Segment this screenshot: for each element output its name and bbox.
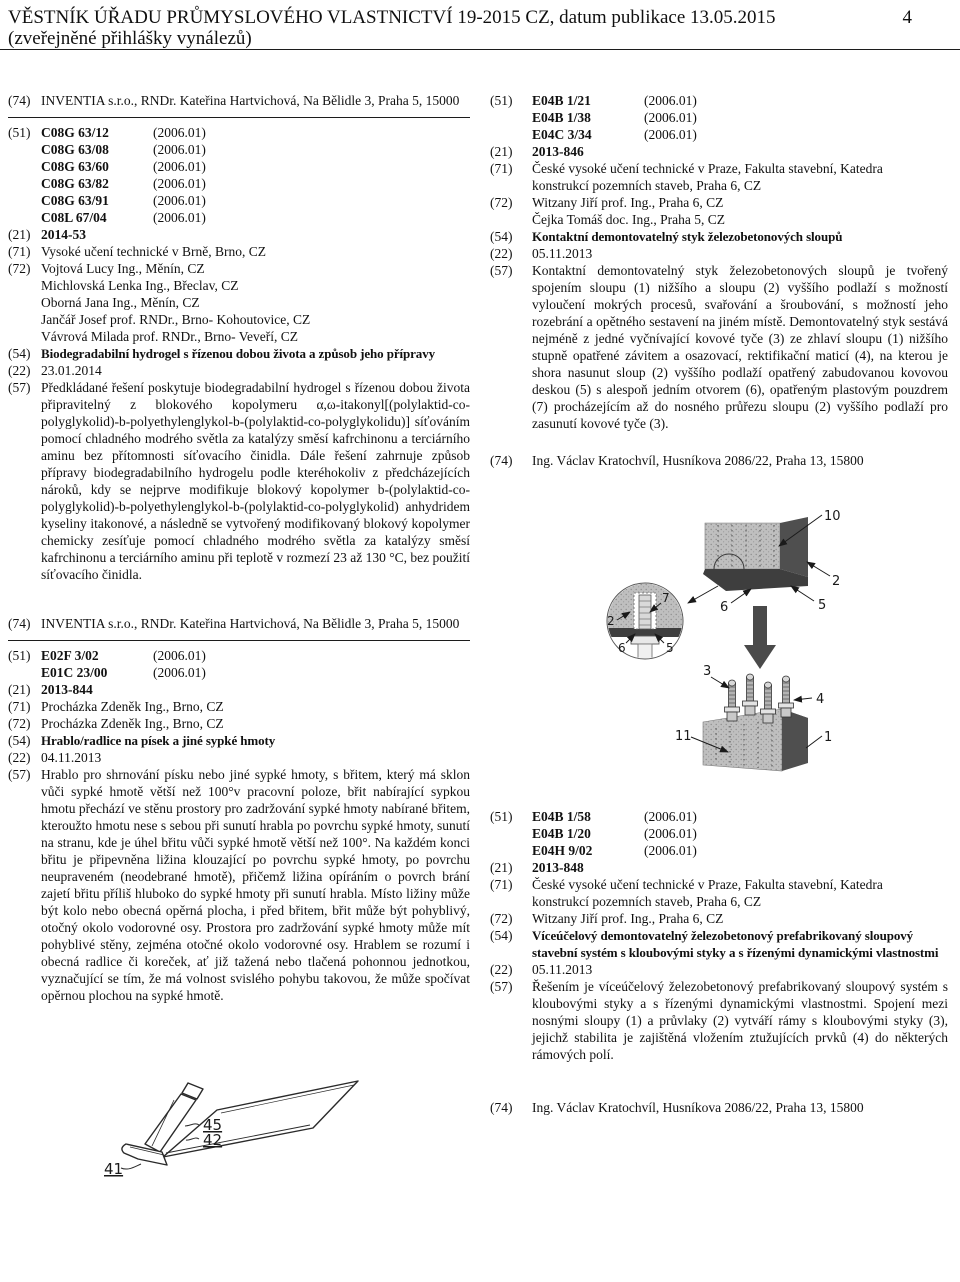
ipc-class: E01C 23/00 bbox=[41, 665, 108, 680]
ipc-version: (2006.01) bbox=[644, 110, 697, 125]
representative-text: INVENTIA s.r.o., RNDr. Kateřina Hartvichová, Na Bělidle 3, Praha 5, 15000 bbox=[41, 616, 460, 631]
inid-code: (54) bbox=[8, 733, 31, 748]
filing-date: 05.11.2013 bbox=[532, 246, 593, 261]
inid-code: (54) bbox=[490, 928, 513, 943]
inid-code: (54) bbox=[8, 346, 31, 361]
ref-numeral-42: 42 bbox=[203, 1131, 223, 1149]
ipc-version: (2006.01) bbox=[644, 809, 697, 824]
applicant-row bbox=[8, 243, 470, 260]
inid-code: (71) bbox=[490, 161, 513, 176]
inid-code: (72) bbox=[8, 261, 31, 276]
inid-code: (22) bbox=[8, 750, 31, 765]
ref-numeral-1: 1 bbox=[824, 730, 833, 745]
applicant-row bbox=[490, 876, 948, 910]
column-left bbox=[8, 92, 470, 1180]
page-number: 4 bbox=[902, 7, 912, 28]
inventor-row bbox=[8, 260, 470, 277]
inventor: Vojtová Lucy Ing., Měnín, CZ bbox=[41, 261, 205, 276]
abstract-row bbox=[8, 766, 470, 1004]
filing-date: 23.01.2014 bbox=[41, 363, 102, 378]
ipc-row bbox=[490, 109, 948, 126]
inid-code: (72) bbox=[490, 911, 513, 926]
title-row bbox=[8, 732, 470, 749]
inid-code: (51) bbox=[490, 809, 513, 824]
leader-6 bbox=[731, 589, 751, 603]
inid-code: (72) bbox=[490, 195, 513, 210]
application-number-row bbox=[8, 681, 470, 698]
ipc-version: (2006.01) bbox=[644, 843, 697, 858]
inventor: Michlovská Lenka Ing., Břeclav, CZ bbox=[41, 278, 239, 293]
filing-date: 04.11.2013 bbox=[41, 750, 102, 765]
leader-4 bbox=[794, 698, 812, 700]
ipc-row bbox=[490, 126, 948, 143]
ipc-row bbox=[8, 209, 470, 226]
inid-code: (72) bbox=[8, 716, 31, 731]
anchor-bolt bbox=[779, 676, 794, 717]
applicant-row bbox=[490, 160, 948, 194]
inid-code: (22) bbox=[490, 246, 513, 261]
ref-numeral-3: 3 bbox=[703, 664, 712, 679]
entry-2013-848 bbox=[490, 808, 948, 1116]
ipc-class: C08G 63/91 bbox=[41, 193, 109, 208]
inventor-row bbox=[8, 715, 470, 732]
filing-date-row bbox=[490, 245, 948, 262]
representative-text: INVENTIA s.r.o., RNDr. Kateřina Hartvichová, Na Bělidle 3, Praha 5, 15000 bbox=[41, 93, 460, 108]
ipc-class: E04B 1/21 bbox=[532, 93, 591, 108]
ref-numeral-6-detail: 6 bbox=[618, 641, 626, 655]
ipc-version: (2006.01) bbox=[153, 193, 206, 208]
ipc-class: C08G 63/60 bbox=[41, 159, 109, 174]
abstract-row bbox=[8, 379, 470, 583]
inid-code: (21) bbox=[8, 227, 31, 242]
ipc-version: (2006.01) bbox=[153, 125, 206, 140]
inid-code: (74) bbox=[8, 93, 31, 108]
title-row bbox=[490, 927, 948, 961]
filing-date-row bbox=[8, 362, 470, 379]
ref-numeral-11: 11 bbox=[675, 729, 692, 744]
ipc-version: (2006.01) bbox=[644, 93, 697, 108]
lower-column-side bbox=[782, 709, 808, 771]
ipc-row bbox=[8, 175, 470, 192]
detail-circle bbox=[606, 583, 684, 676]
inid-code: (71) bbox=[490, 877, 513, 892]
inventor: Jančář Josef prof. RNDr., Brno- Kohoutovice, CZ bbox=[41, 312, 311, 327]
ipc-class: E04B 1/58 bbox=[532, 809, 591, 824]
ipc-row bbox=[8, 141, 470, 158]
inid-code: (21) bbox=[490, 144, 513, 159]
abstract-text: Řešením je víceúčelový železobetonový prefabrikovaný sloupový systém s kloubovými styky a s řízenými dynamickými vlastnostmi. Spojení mezi nosnými sloupy (1) a průvlaky (2) vytváří rámy s kloubovými styky (3), jejichž stabilita je zajištěná vložením ztužujících prvků (4) do některých rámových polí. bbox=[532, 979, 948, 1062]
abstract-text: Hrablo pro shrnování písku nebo jiné sypké hmoty, s břitem, který má sklon vůči sypké hmotě větší než 100°v pracovní poloze, břit nabírající sypkou hmotu přechází ve stěnu prostory pro zadržování sypké hmoty nabírané břitem, kteroužto hmotu nese s sebou při sunutí hrabla po povrchu sypké hmoty, sunutí na stranu, kde je úhel břitu vůči sypké hmotě větší než 100°. Na každém konci břitu je připevněna ližina klouzající po povrchu sypké hmoty, po povrchu neupraveném (neodebrané hmotě), přičemž ližina opíráním o povrch brání zajetí břitu příliš hluboko do sypké hmoty při sunutí hrabla. Místo ližiny může být kolo nebo obecná opěrná plocha, i před břitem, břit může být pohyblivý, otočný okolo vodorovné osy. Prostora pro zadržování sypké hmoty může mít pohyblivé stěny, zejména otočné okolo vodorovné osy. Hrablem se rozumí i obecná radlice či koreček, ať již tažená nebo tlačená pohonnou jednotkou, vyznačující se tím, že má volnost svislého pohybu takovou, že může spočívat opěrnou plochou na sypké hmotě. bbox=[41, 767, 470, 1003]
inid-code: (71) bbox=[8, 244, 31, 259]
ref-numeral-4: 4 bbox=[816, 692, 825, 707]
inventor-row bbox=[490, 194, 948, 211]
upper-column bbox=[703, 517, 808, 591]
entry-2014-53 bbox=[8, 124, 470, 583]
inid-code: (51) bbox=[490, 93, 513, 108]
inid-code: (54) bbox=[490, 229, 513, 244]
assembly-arrow bbox=[744, 606, 776, 669]
title-row bbox=[490, 228, 948, 245]
leader-5 bbox=[791, 586, 814, 601]
applicant: Procházka Zdeněk Ing., Brno, CZ bbox=[41, 699, 224, 714]
ipc-row bbox=[8, 124, 470, 141]
leader-3 bbox=[711, 677, 729, 688]
agent-row bbox=[490, 1099, 948, 1116]
inventor: Čejka Tomáš doc. Ing., Praha 5, CZ bbox=[532, 212, 726, 227]
inid-code: (21) bbox=[8, 682, 31, 697]
ipc-row bbox=[8, 158, 470, 175]
entry-separator bbox=[8, 117, 470, 118]
inventor: Witzany Jiří prof. Ing., Praha 6, CZ bbox=[532, 911, 724, 926]
application-number: 2013-846 bbox=[532, 144, 584, 159]
ref-numeral-10: 10 bbox=[824, 509, 841, 524]
inid-code: (57) bbox=[8, 380, 31, 395]
inid-code: (22) bbox=[8, 363, 31, 378]
application-number-row bbox=[490, 143, 948, 160]
figure-column-joint bbox=[560, 473, 948, 783]
abstract-text: Kontaktní demontovatelný styk železobetonových sloupů je tvořený spojením sloupu (1) nižšího a sloupu (2) vyššího podlaží s možností vyloučení mokrých procesů, svařování a šroubování, s možností jeho rozebrání a opětného sestavení na jiném místě. Demontovatelný styk sestává nejméně z jedné vyčnívající kovové tyče (3) ze zhlaví sloupu (1) nižšího stupně opatřené závitem a osazovací, rektifikační maticí (4), na kterou je shora nasunut sloup (2) vyššího podlaží opatřený zabudovanou kovovou deskou (5) s alespoň jedním otvorem (6), opatřeným plastovým pouzdrem (7) procházejícím až do nosného průřezu sloupu (2) vyššího podlaží pro zasunutí kovové tyče (3). bbox=[532, 263, 948, 431]
application-number: 2014-53 bbox=[41, 227, 86, 242]
header-rule bbox=[0, 49, 960, 50]
inid-code: (57) bbox=[490, 263, 513, 278]
leader-45 bbox=[185, 1124, 199, 1126]
inid-code: (57) bbox=[490, 979, 513, 994]
ref-numeral-6: 6 bbox=[720, 600, 729, 615]
agent-row bbox=[490, 452, 948, 469]
application-number: 2013-848 bbox=[532, 860, 584, 875]
ipc-version: (2006.01) bbox=[644, 127, 697, 142]
inventor-row bbox=[8, 294, 470, 311]
inventor-row bbox=[490, 211, 948, 228]
ref-numeral-5: 5 bbox=[818, 598, 827, 613]
ipc-row bbox=[8, 664, 470, 681]
ipc-class: E04B 1/38 bbox=[532, 110, 591, 125]
ipc-class: E04B 1/20 bbox=[532, 826, 591, 841]
inventor-row bbox=[8, 328, 470, 345]
filing-date-row bbox=[8, 749, 470, 766]
ipc-version: (2006.01) bbox=[153, 176, 206, 191]
inid-code: (22) bbox=[490, 962, 513, 977]
invention-title: Kontaktní demontovatelný styk železobetonových sloupů bbox=[532, 229, 843, 244]
ipc-row bbox=[490, 808, 948, 825]
ref-numeral-45: 45 bbox=[203, 1116, 223, 1134]
inventor-row bbox=[8, 311, 470, 328]
inventor: Witzany Jiří prof. Ing., Praha 6, CZ bbox=[532, 195, 724, 210]
invention-title: Hrablo/radlice na písek a jiné sypké hmoty bbox=[41, 733, 276, 748]
anchor-bolt bbox=[761, 682, 776, 723]
leader-41 bbox=[121, 1164, 141, 1169]
ipc-row bbox=[490, 92, 948, 109]
detail-pointer bbox=[688, 586, 718, 603]
figure-scraper-blade bbox=[40, 1028, 470, 1180]
inventor-row bbox=[490, 910, 948, 927]
lower-column bbox=[703, 674, 808, 771]
application-number-row bbox=[8, 226, 470, 243]
abstract-row bbox=[490, 978, 948, 1063]
header-title: VĚSTNÍK ÚŘADU PRŮMYSLOVÉHO VLASTNICTVÍ 19-2015 CZ, datum publikace 13.05.2015 bbox=[8, 7, 776, 28]
inid-code: (21) bbox=[490, 860, 513, 875]
inventor: Oborná Jana Ing., Měnín, CZ bbox=[41, 295, 200, 310]
abstract-text: Předkládané řešení poskytuje biodegradabilní hydrogel s řízenou dobou života připravitelný z blokového kopolymeru α,ω-itakonyl[(polylaktid-co-polyglykolid)-b-polyethylenglykol-b-(polylaktid-co-polyglykolidu)] síťováním pomocí chladného modrého světla za katalýzy směsí kafrchinonu a terciárního aminu bez přítomnosti síťovacího činidla. Dále řešení zahrnuje způsob přípravy biodegradabilního hydrogelu podle kteréhokoliv z předcházejících nároků, kdy se nejprve modifikuje blokový kopolymer b-(polylaktid-co-polyglykolid)-b-polyethylenglykol-b-(polylaktid-co-polyglykolid) anhydridem kyseliny itakonové, a následně se vytvořený modifikovaný blokový kopolymer chemicky zesíťuje pomocí chladného modrého světla za katalýzy směsí kafrchinonu a terciárního aminu při teplotě v rozmezí 23 až 130 °C, bez použití síťovacího činidla. bbox=[41, 380, 471, 582]
page-header bbox=[8, 7, 952, 49]
inventor: Vávrová Milada prof. RNDr., Brno- Veveří, CZ bbox=[41, 329, 298, 344]
ipc-class: E04H 9/02 bbox=[532, 843, 593, 858]
inventor: Procházka Zdeněk Ing., Brno, CZ bbox=[41, 716, 224, 731]
representative-row bbox=[8, 615, 470, 632]
applicant: Vysoké učení technické v Brně, Brno, CZ bbox=[41, 244, 266, 259]
inid-code: (74) bbox=[490, 1100, 513, 1115]
ref-numeral-7: 7 bbox=[662, 591, 670, 605]
ref-numeral-2-detail: 2 bbox=[607, 614, 615, 628]
inid-code: (51) bbox=[8, 125, 31, 140]
inid-code: (74) bbox=[490, 453, 513, 468]
entry-separator bbox=[8, 640, 470, 641]
ipc-class: C08L 67/04 bbox=[41, 210, 107, 225]
ref-numeral-2: 2 bbox=[832, 574, 841, 589]
inventor-row bbox=[8, 277, 470, 294]
ipc-version: (2006.01) bbox=[153, 648, 206, 663]
ipc-row bbox=[8, 647, 470, 664]
ref-numeral-5-detail: 5 bbox=[666, 641, 674, 655]
ipc-class: E02F 3/02 bbox=[41, 648, 99, 663]
application-number: 2013-844 bbox=[41, 682, 93, 697]
inid-code: (57) bbox=[8, 767, 31, 782]
inid-code: (74) bbox=[8, 616, 31, 631]
ipc-row bbox=[490, 825, 948, 842]
title-row bbox=[8, 345, 470, 362]
agent: Ing. Václav Kratochvíl, Husníkova 2086/22, Praha 13, 15800 bbox=[532, 453, 864, 468]
application-number-row bbox=[490, 859, 948, 876]
inid-code: (51) bbox=[8, 648, 31, 663]
ipc-row bbox=[490, 842, 948, 859]
ipc-version: (2006.01) bbox=[644, 826, 697, 841]
ipc-class: E04C 3/34 bbox=[532, 127, 592, 142]
header-subtitle: (zveřejněné přihlášky vynálezů) bbox=[8, 28, 252, 49]
entry-2013-844 bbox=[8, 647, 470, 1004]
ipc-version: (2006.01) bbox=[153, 142, 206, 157]
representative-row bbox=[8, 92, 470, 109]
anchor-bolt bbox=[743, 674, 758, 715]
invention-title: Víceúčelový demontovatelný železobetonový prefabrikovaný sloupový stavební systém s kloubovými styky a s řízenými dynamickými vlastnostmi bbox=[532, 928, 939, 960]
ipc-class: C08G 63/82 bbox=[41, 176, 109, 191]
ipc-class: C08G 63/08 bbox=[41, 142, 109, 157]
inid-code: (71) bbox=[8, 699, 31, 714]
invention-title: Biodegradabilní hydrogel s řízenou dobou života a způsob jeho přípravy bbox=[41, 346, 436, 361]
entry-2013-846 bbox=[490, 92, 948, 469]
ref-numeral-41: 41 bbox=[104, 1160, 124, 1178]
ipc-version: (2006.01) bbox=[153, 665, 206, 680]
upper-column-side bbox=[780, 517, 808, 577]
leader-2 bbox=[807, 562, 830, 576]
ipc-version: (2006.01) bbox=[153, 210, 206, 225]
ipc-class: C08G 63/12 bbox=[41, 125, 109, 140]
applicant-row bbox=[8, 698, 470, 715]
ipc-version: (2006.01) bbox=[153, 159, 206, 174]
leader-1 bbox=[806, 736, 822, 748]
applicant: České vysoké učení technické v Praze, Fakulta stavební, Katedra konstrukcí pozemních staveb, Praha 6, CZ bbox=[532, 161, 883, 193]
abstract-row bbox=[490, 262, 948, 432]
column-right bbox=[490, 92, 948, 1116]
applicant: České vysoké učení technické v Praze, Fakulta stavební, Katedra konstrukcí pozemních staveb, Praha 6, CZ bbox=[532, 877, 883, 909]
filing-date: 05.11.2013 bbox=[532, 962, 593, 977]
filing-date-row bbox=[490, 961, 948, 978]
ipc-row bbox=[8, 192, 470, 209]
agent: Ing. Václav Kratochvíl, Husníkova 2086/22, Praha 13, 15800 bbox=[532, 1100, 864, 1115]
